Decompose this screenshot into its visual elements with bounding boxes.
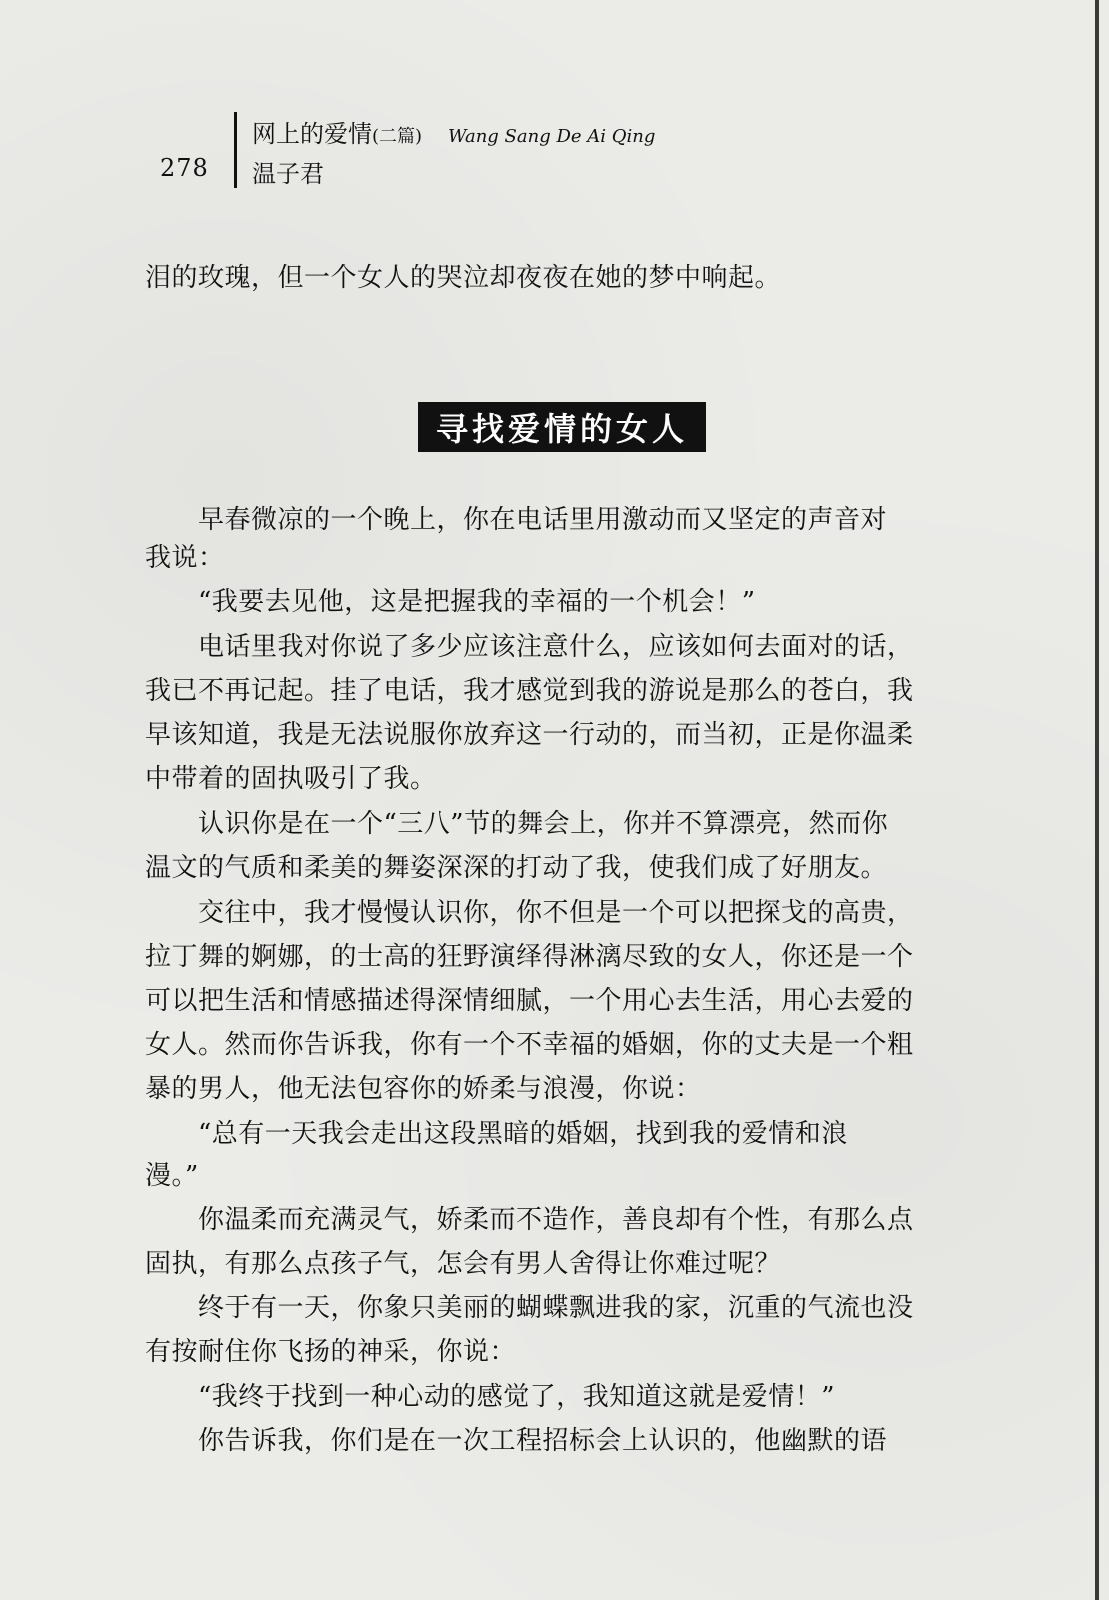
- text-line: 温文的气质和柔美的舞姿深深的打动了我，使我们成了好朋友。: [145, 853, 888, 883]
- text-line: 交往中，我才慢慢认识你，你不但是一个可以把探戈的高贵，: [145, 898, 914, 928]
- book-title-pinyin: Wang Sang De Ai Qing: [448, 126, 656, 147]
- header-divider: [234, 112, 237, 188]
- text-line: 固执，有那么点孩子气，怎会有男人舍得让你难过呢？: [145, 1249, 782, 1279]
- text-line: 有按耐住你飞扬的神采，你说：: [145, 1337, 517, 1367]
- text-line: “我要去见他，这是把握我的幸福的一个机会！”: [145, 587, 756, 617]
- text-line: 电话里我对你说了多少应该注意什么，应该如何去面对的话，: [145, 632, 914, 662]
- page-number: 278: [160, 154, 209, 182]
- text-line: 终于有一天，你象只美丽的蝴蝶飘进我的家，沉重的气流也没: [145, 1293, 914, 1323]
- section-title-box: [418, 402, 706, 452]
- running-header: [160, 110, 860, 190]
- text-line: 泪的玫瑰，但一个女人的哭泣却夜夜在她的梦中响起。: [145, 263, 782, 293]
- text-line: “我终于找到一种心动的感觉了，我知道这就是爱情！”: [145, 1382, 836, 1412]
- page-edge-line: [1095, 0, 1099, 1600]
- book-author: 温子君: [252, 160, 324, 188]
- text-line: 你告诉我，你们是在一次工程招标会上认识的，他幽默的语: [145, 1426, 888, 1456]
- section-title: 寻找爱情的女人: [435, 410, 688, 448]
- text-line: “总有一天我会走出这段黑暗的婚姻，找到我的爱情和浪: [145, 1119, 848, 1149]
- text-line: 早春微凉的一个晚上，你在电话里用激动而又坚定的声音对: [145, 505, 888, 535]
- book-title-sub: (二篇): [372, 126, 423, 147]
- book-title: [252, 114, 655, 149]
- text-line: 拉丁舞的婀娜，的士高的狂野演绎得淋漓尽致的女人，你还是一个: [145, 942, 914, 972]
- text-line: 可以把生活和情感描述得深情细腻，一个用心去生活，用心去爱的: [145, 986, 914, 1016]
- text-line: 漫。”: [145, 1161, 199, 1191]
- book-title-main: 网上的爱情: [252, 120, 372, 148]
- text-line: 女人。然而你告诉我，你有一个不幸福的婚姻，你的丈夫是一个粗: [145, 1030, 914, 1060]
- text-line: 我已不再记起。挂了电话，我才感觉到我的游说是那么的苍白，我: [145, 676, 914, 706]
- text-line: 认识你是在一个“三八”节的舞会上，你并不算漂亮，然而你: [145, 809, 889, 839]
- text-line: 你温柔而充满灵气，娇柔而不造作，善良却有个性，有那么点: [145, 1205, 914, 1235]
- text-line: 早该知道，我是无法说服你放弃这一行动的，而当初，正是你温柔: [145, 720, 914, 750]
- text-line: 暴的男人，他无法包容你的娇柔与浪漫，你说：: [145, 1074, 702, 1104]
- text-line: 我说：: [145, 543, 225, 573]
- text-line: 中带着的固执吸引了我。: [145, 764, 437, 794]
